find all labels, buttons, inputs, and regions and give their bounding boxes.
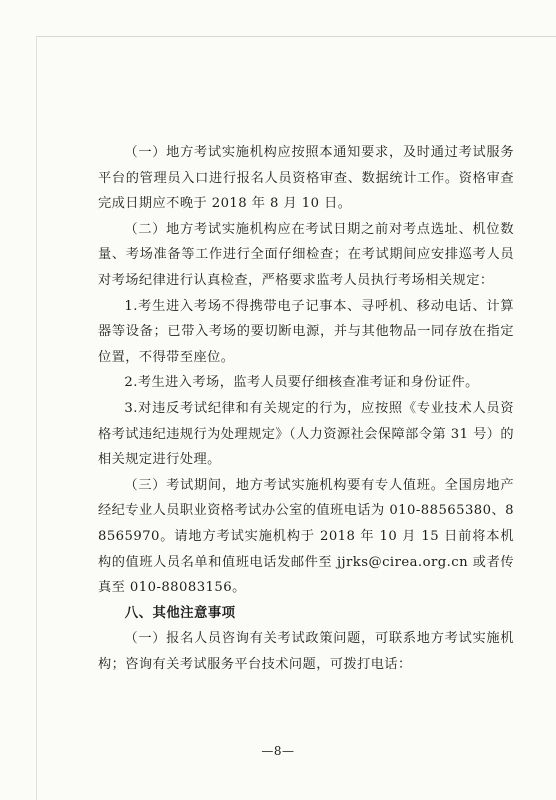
paragraph-3: 1.考生进入考场不得携带电子记事本、寻呼机、移动电话、计算器等设备；已带入考场的要切断电源，并与其他物品一同存放在指定位置，不得带至座位。 bbox=[98, 298, 514, 365]
section-heading: 八、其他注意事项 bbox=[124, 605, 236, 621]
document-body bbox=[98, 140, 514, 677]
page-edge-top bbox=[36, 36, 556, 37]
paragraph-2: （二）地方考试实施机构应在考试日期之前对考点选址、机位数量、考场准备等工作进行全面仔细检查；在考试期间应安排巡考人员对考场纪律进行认真检查，严格要求监考人员执行考场相关规定： bbox=[98, 221, 514, 288]
paragraph-5: 3.对违反考试纪律和有关规定的行为，应按照《专业技术人员资格考试违纪违规行为处理规定》（人力资源社会保障部令第 31 号）的相关规定进行处理。 bbox=[98, 400, 514, 468]
page-number: —8— bbox=[261, 744, 295, 758]
page-edge-left bbox=[36, 36, 37, 800]
paragraph-7: （一）报名人员咨询有关考试政策问题，可联系地方考试实施机构；咨询有关考试服务平台技术问题，可拨打电话： bbox=[98, 631, 514, 672]
paragraph-6: （三）考试期间，地方考试实施机构要有专人值班。全国房地产经纪专业人员职业资格考试办公室的值班电话为 010-88565380、88565970。请地方考试实施机构于 2018 年 10 月 15 日前将本机构的值班人员名单和值班电话发邮件至 jjrks@cirea.org.cn 或者传真至 010-88083156。 bbox=[98, 477, 514, 596]
paragraph-4: 2.考生进入考场，监考人员要仔细核查准考证和身份证件。 bbox=[124, 375, 479, 391]
paragraph-1: （一）地方考试实施机构应按照本通知要求，及时通过考试服务平台的管理员入口进行报名人员资格审查、数据统计工作。资格审查完成日期应不晚于 2018 年 8 月 10 日。 bbox=[98, 145, 514, 212]
